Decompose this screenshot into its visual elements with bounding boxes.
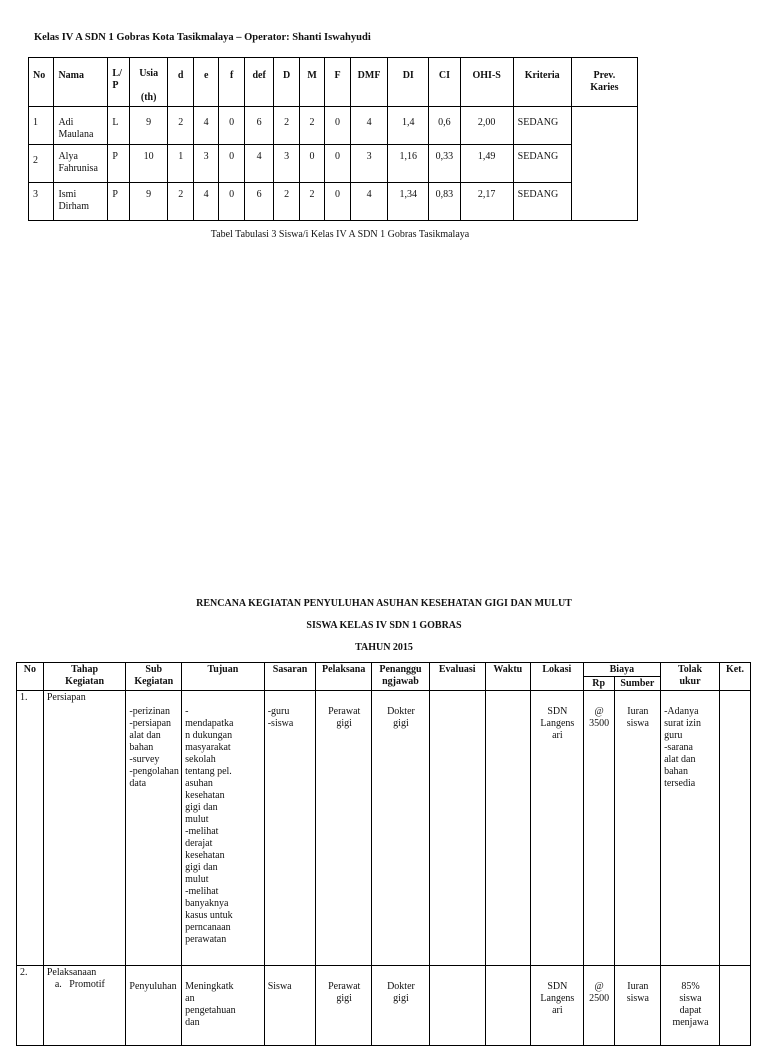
- cell-D: 3: [274, 145, 299, 183]
- col-sumber: Sumber: [614, 677, 660, 691]
- cell-tujuan: - mendapatka n dukungan masyarakat sekolah tentang pel. asuhan kesehatan gigi dan mulut -melihat derajat kesehatan gigi dan mulut -melihat banyaknya kasus untuk perncanaan perawatan: [182, 691, 265, 966]
- cell-DMF: 3: [350, 145, 388, 183]
- cell-no: 2: [29, 145, 54, 183]
- cell-ohis: 2,00: [460, 107, 513, 145]
- cell-DI: 1,16: [388, 145, 429, 183]
- col-tahap-kegiatan: Tahap Kegiatan: [43, 663, 126, 691]
- table-row: [29, 183, 638, 221]
- cell-ohis: 2,17: [460, 183, 513, 221]
- cell-DMF: 4: [350, 107, 388, 145]
- table1-header-row: [29, 58, 638, 107]
- plan-subtitle: SISWA KELAS IV SDN 1 GOBRAS: [306, 620, 462, 631]
- cell-lp: P: [108, 183, 129, 221]
- cell-def: 6: [244, 183, 274, 221]
- cell-waktu: [485, 966, 530, 1046]
- col-D: D: [274, 58, 299, 107]
- cell-kriteria: SEDANG: [513, 107, 571, 145]
- cell-CI: 0,83: [429, 183, 461, 221]
- col-CI: CI: [429, 58, 461, 107]
- cell-M: 0: [299, 145, 324, 183]
- cell-ket: [719, 691, 750, 966]
- table-row: [29, 145, 638, 183]
- cell-no: 1: [29, 107, 54, 145]
- cell-evaluasi: [429, 966, 485, 1046]
- col-lokasi: Lokasi: [531, 663, 584, 691]
- col-d: d: [168, 58, 193, 107]
- cell-M: 2: [299, 107, 324, 145]
- activity-plan-table: [16, 662, 751, 1046]
- cell-d: 2: [168, 107, 193, 145]
- cell-no: 3: [29, 183, 54, 221]
- plan-header-row: [17, 663, 751, 677]
- cell-F: 0: [325, 107, 350, 145]
- cell-nama: Alya Fahrunisa: [54, 145, 108, 183]
- col-prev-karies: Prev. Karies: [571, 58, 637, 107]
- student-tabulation-table: [28, 57, 638, 221]
- cell-f: 0: [219, 145, 244, 183]
- cell-M: 2: [299, 183, 324, 221]
- cell-penanggungjawab: Dokter gigi: [372, 691, 430, 966]
- col-rp: Rp: [583, 677, 614, 691]
- cell-rp: @ 3500: [583, 691, 614, 966]
- cell-sumber: Iuran siswa: [614, 966, 660, 1046]
- col-kriteria: Kriteria: [513, 58, 571, 107]
- cell-evaluasi: [429, 691, 485, 966]
- cell-pelaksana: Perawat gigi: [316, 966, 372, 1046]
- col-no: No: [17, 663, 44, 691]
- cell-penanggungjawab: Dokter gigi: [372, 966, 430, 1046]
- cell-tahap: Pelaksanaan a. Promotif: [43, 966, 126, 1046]
- col-biaya: Biaya: [583, 663, 660, 677]
- col-no: No: [29, 58, 54, 107]
- cell-usia: 9: [129, 107, 168, 145]
- col-f: f: [219, 58, 244, 107]
- cell-tujuan: Meningkatk an pengetahuan dan: [182, 966, 265, 1046]
- cell-no: 1.: [17, 691, 44, 966]
- table1-caption: Tabel Tabulasi 3 Siswa/i Kelas IV A SDN 1 Gobras Tasikmalaya: [210, 229, 470, 240]
- col-usia: Usia (th): [129, 58, 168, 107]
- col-waktu: Waktu: [485, 663, 530, 691]
- cell-CI: 0,6: [429, 107, 461, 145]
- col-M: M: [299, 58, 324, 107]
- cell-sumber: Iuran siswa: [614, 691, 660, 966]
- cell-sasaran: -guru -siswa: [264, 691, 316, 966]
- plan-title: RENCANA KEGIATAN PENYULUHAN ASUHAN KESEHATAN GIGI DAN MULUT: [196, 598, 572, 609]
- col-ket: Ket.: [719, 663, 750, 691]
- cell-lokasi: SDN Langens ari: [531, 691, 584, 966]
- cell-d: 2: [168, 183, 193, 221]
- cell-sub: Penyuluhan: [126, 966, 182, 1046]
- cell-DI: 1,34: [388, 183, 429, 221]
- col-tolak-ukur: Tolak ukur: [661, 663, 720, 691]
- cell-def: 4: [244, 145, 274, 183]
- col-DI: DI: [388, 58, 429, 107]
- cell-usia: 10: [129, 145, 168, 183]
- cell-D: 2: [274, 107, 299, 145]
- cell-tahap: Persiapan: [43, 691, 126, 966]
- cell-nama: Adi Maulana: [54, 107, 108, 145]
- cell-nama: Ismi Dirham: [54, 183, 108, 221]
- col-sub-kegiatan: Sub Kegiatan: [126, 663, 182, 691]
- cell-lokasi: SDN Langens ari: [531, 966, 584, 1046]
- cell-f: 0: [219, 183, 244, 221]
- col-e: e: [193, 58, 218, 107]
- table-row: [17, 966, 751, 1046]
- plan-year: TAHUN 2015: [355, 642, 413, 653]
- cell-prev-karies: [571, 107, 637, 221]
- col-F: F: [325, 58, 350, 107]
- cell-D: 2: [274, 183, 299, 221]
- cell-f: 0: [219, 107, 244, 145]
- cell-d: 1: [168, 145, 193, 183]
- col-def: def: [244, 58, 274, 107]
- cell-e: 4: [193, 183, 218, 221]
- col-pelaksana: Pelaksana: [316, 663, 372, 691]
- col-evaluasi: Evaluasi: [429, 663, 485, 691]
- cell-kriteria: SEDANG: [513, 183, 571, 221]
- col-penanggungjawab: Penanggu ngjawab: [372, 663, 430, 691]
- cell-tolak-ukur: -Adanya surat izin guru -sarana alat dan bahan tersedia: [661, 691, 720, 966]
- cell-ket: [719, 966, 750, 1046]
- cell-lp: L: [108, 107, 129, 145]
- col-tujuan: Tujuan: [182, 663, 265, 691]
- cell-no: 2.: [17, 966, 44, 1046]
- col-DMF: DMF: [350, 58, 388, 107]
- cell-F: 0: [325, 183, 350, 221]
- cell-lp: P: [108, 145, 129, 183]
- cell-F: 0: [325, 145, 350, 183]
- cell-ohis: 1,49: [460, 145, 513, 183]
- cell-sasaran: Siswa: [264, 966, 316, 1046]
- table1-header-line: Kelas IV A SDN 1 Gobras Kota Tasikmalaya – Operator: Shanti Iswahyudi: [34, 32, 371, 43]
- cell-sub: -perizinan -persiapan alat dan bahan -survey -pengolahan data: [126, 691, 182, 966]
- cell-waktu: [485, 691, 530, 966]
- cell-def: 6: [244, 107, 274, 145]
- col-sasaran: Sasaran: [264, 663, 316, 691]
- cell-DMF: 4: [350, 183, 388, 221]
- cell-usia: 9: [129, 183, 168, 221]
- cell-DI: 1,4: [388, 107, 429, 145]
- cell-CI: 0,33: [429, 145, 461, 183]
- cell-e: 3: [193, 145, 218, 183]
- table-row: [29, 107, 638, 145]
- table-row: [17, 691, 751, 966]
- col-lp: L/ P: [108, 58, 129, 107]
- cell-tolak-ukur: 85% siswa dapat menjawa: [661, 966, 720, 1046]
- cell-kriteria: SEDANG: [513, 145, 571, 183]
- cell-e: 4: [193, 107, 218, 145]
- col-nama: Nama: [54, 58, 108, 107]
- col-ohis: OHI-S: [460, 58, 513, 107]
- cell-rp: @ 2500: [583, 966, 614, 1046]
- cell-pelaksana: Perawat gigi: [316, 691, 372, 966]
